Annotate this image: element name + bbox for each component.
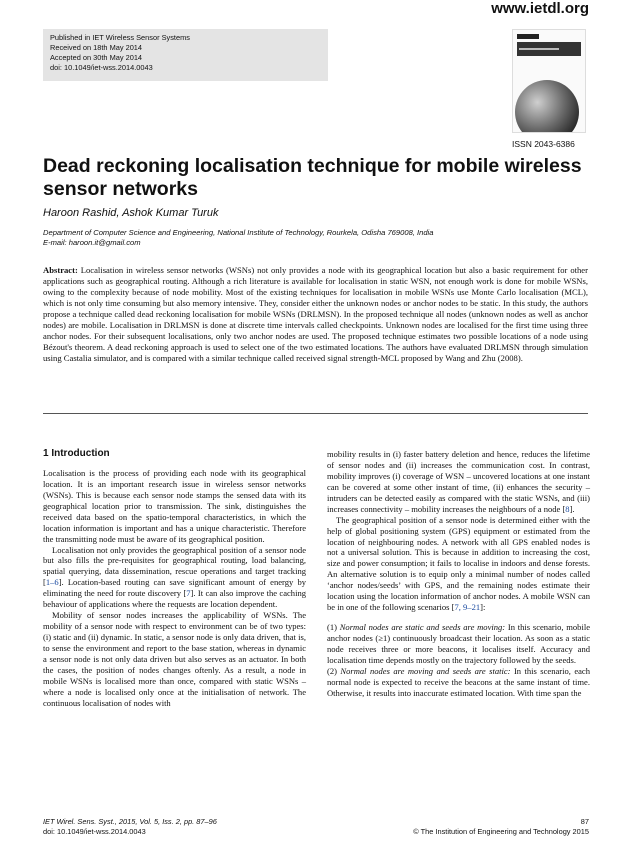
citation-link[interactable]: 1–6 <box>45 577 59 588</box>
text-fragment: The geographical position of a sensor node is determined either with the help of global positioning system (GPS) equipment or estimated from the location of neighbouring nodes. A network with all GPS enabled nodes is not a universal solution. This is because in addition to increasing the cost, size and power consumption; it fails to localise in indoors and dense forests. An alternative solution is to equip only a minimal number of nodes called ‘anchor nodes/seeds’ with GPS, and the remaining nodes estimate their location using the location information of anchor nodes. A mobile WSN can be in one of the following scenarios [ <box>327 514 590 613</box>
intro-paragraph-1: Localisation is the process of providing each node with its geographical location. It is an important research issue in wireless sensor networks (WSNs). This is because each sensor node stamps the sensed data with its geographical location prior to transmission. The sink, distinguishes the received data based on the spatio-temporal characteristics, in which the location information is important and has a unique characteristic. Therefore the transmitting node must be aware of its geographical position. <box>43 467 306 544</box>
abstract-text: Localisation in wireless sensor networks (WSNs) not only provides a node with its geographical location but also a basic requirement for other applications such as geographical routing. Although a rich literature is available for localisation in static WSN, not enough work is done for mobile WSNs, owing to the complexity because of node mobility. Most of the existing techniques for localisation in mobile WSNs use Monte Carlo localisation (MCL), which is not only time consuming but also memory intensive. They, consider either the unknown nodes or anchor nodes to be static. In this study, the authors propose a technique called dead reckoning localisation for mobile WSNs (DRLMSN). In the proposed technique all nodes (unknown nodes as well as anchor nodes) are mobile. Localisation in DRLMSN is done at discrete time intervals called checkpoints. Unknown nodes are localised for the first time using three anchor nodes. For their subsequent localisations, only two anchor nodes are used. The proposed technique estimates two possible locations of a node using Bézout's theorem. A dead reckoning approach is used to select one of the two estimated locations. The authors have evaluated DRLMSN through simulation using Castalia simulator, and is compared with a similar technique called received signal strength-MCL proposed by Wang and Zhu (2008). <box>43 265 588 363</box>
citation-link[interactable]: 8 <box>565 503 570 514</box>
scenario-number: (1) <box>327 622 340 633</box>
text-fragment: ]: <box>480 602 486 613</box>
scenario-label: Normal nodes are static and seeds are moving: <box>339 622 506 633</box>
intro-paragraph-4 <box>327 449 590 515</box>
text-fragment: ]. It can also improve the caching behaviour of applications where the requests are location dependent. <box>43 588 306 610</box>
scenario-label: Normal nodes are moving and seeds are static: <box>340 665 511 676</box>
header-doi: doi: 10.1049/iet-wss.2014.0043 <box>50 63 153 72</box>
footer-left <box>43 817 217 837</box>
abstract <box>43 265 588 364</box>
cover-sphere-graphic <box>515 80 579 133</box>
affiliation-block <box>43 228 593 248</box>
page-number: 87 <box>580 817 589 826</box>
section-heading-introduction: 1 Introduction <box>43 448 110 459</box>
citation-link[interactable]: 7 <box>186 588 191 599</box>
author-email[interactable]: E-mail: haroon.it@gmail.com <box>43 238 141 247</box>
site-url[interactable]: www.ietdl.org <box>491 0 589 17</box>
scenario-number: (2) <box>327 665 341 676</box>
intro-paragraph-5 <box>327 515 590 613</box>
scenario-1 <box>327 622 590 666</box>
text-fragment: Localisation not only provides the geographical position of a sensor node but also fills the pre-requisites for geographical routing, load balancing, spatial querying, data dissemination, rescue operations and target tracking [ <box>43 544 306 588</box>
footer-doi: doi: 10.1049/iet-wss.2014.0043 <box>43 827 146 836</box>
intro-paragraph-2 <box>43 545 306 611</box>
scenario-2 <box>327 666 590 699</box>
affiliation: Department of Computer Science and Engineering, National Institute of Technology, Rourkela, Odisha 769008, India <box>43 228 434 237</box>
cover-subtitle-line <box>519 48 559 50</box>
copyright: © The Institution of Engineering and Technology 2015 <box>413 827 589 836</box>
footer-citation: IET Wirel. Sens. Syst., 2015, Vol. 5, Iss. 2, pp. 87–96 <box>43 817 217 826</box>
received-date: Received on 18th May 2014 <box>50 43 143 52</box>
paper-title: Dead reckoning localisation technique for mobile wireless sensor networks <box>43 155 582 200</box>
text-fragment: ]. <box>569 503 575 514</box>
right-column <box>327 449 590 699</box>
intro-paragraph-3: Mobility of sensor nodes increases the applicability of WSNs. The mobility of a sensor node with respect to environment can be of two types: (i) static and (ii) dynamic. In static, a sensor node is only data driven, that is, to sense the environment and report to the base station, whereas in dynamic a sensor node is not only data driven but also serves as an actuator. In both the cases, the position of nodes changes oftenly. As a result, a node in mobile WSNs is localised more than once, compared with static WSNs – where a node is localised only once at the initialisation of network. The continuous localisation of nodes with <box>43 610 306 708</box>
text-fragment: ]. Location-based routing can save significant amount of energy by eliminating the need for route discovery [ <box>43 577 306 599</box>
left-column <box>43 449 306 709</box>
issn: ISSN 2043-6386 <box>512 139 575 149</box>
authors: Haroon Rashid, Ashok Kumar Turuk <box>43 207 219 219</box>
journal-cover-image <box>512 29 586 133</box>
footer-right <box>413 817 589 837</box>
abstract-label: Abstract: <box>43 265 78 275</box>
abstract-divider <box>43 413 588 414</box>
citation-link[interactable]: 7, 9–21 <box>454 602 481 613</box>
scenario-text: In this scenario, each normal node is expected to receive the beacons at the same instant of time. Otherwise, it results into inaccurate estimated location. With time span the <box>327 665 591 698</box>
published-in: Published in IET Wireless Sensor Systems <box>50 33 190 42</box>
accepted-date: Accepted on 30th May 2014 <box>50 53 143 62</box>
publication-info-box <box>43 29 328 81</box>
scenario-text: In this scenario, mobile anchor nodes (≥1) continuously broadcast their location. As soon as a static node receives three or more beacons, it localises itself. Accuracy and localisation time depends mostly on the trajectory followed by the seeds. <box>327 622 590 665</box>
text-fragment: mobility results in (i) faster battery deletion and hence, reduces the lifetime of sensor nodes and (ii) increases the communication cost. In contrast, mobility improves (i) coverage of WSN – uncovered locations at one instant can be covered at some other instant of time, (ii) enhances the security – intruders can be detected easily as compared with the static WSNs, and (iii) increases connectivity – mobility increases the neighbours of a node [ <box>327 449 590 514</box>
iet-journals-logo <box>517 34 539 39</box>
